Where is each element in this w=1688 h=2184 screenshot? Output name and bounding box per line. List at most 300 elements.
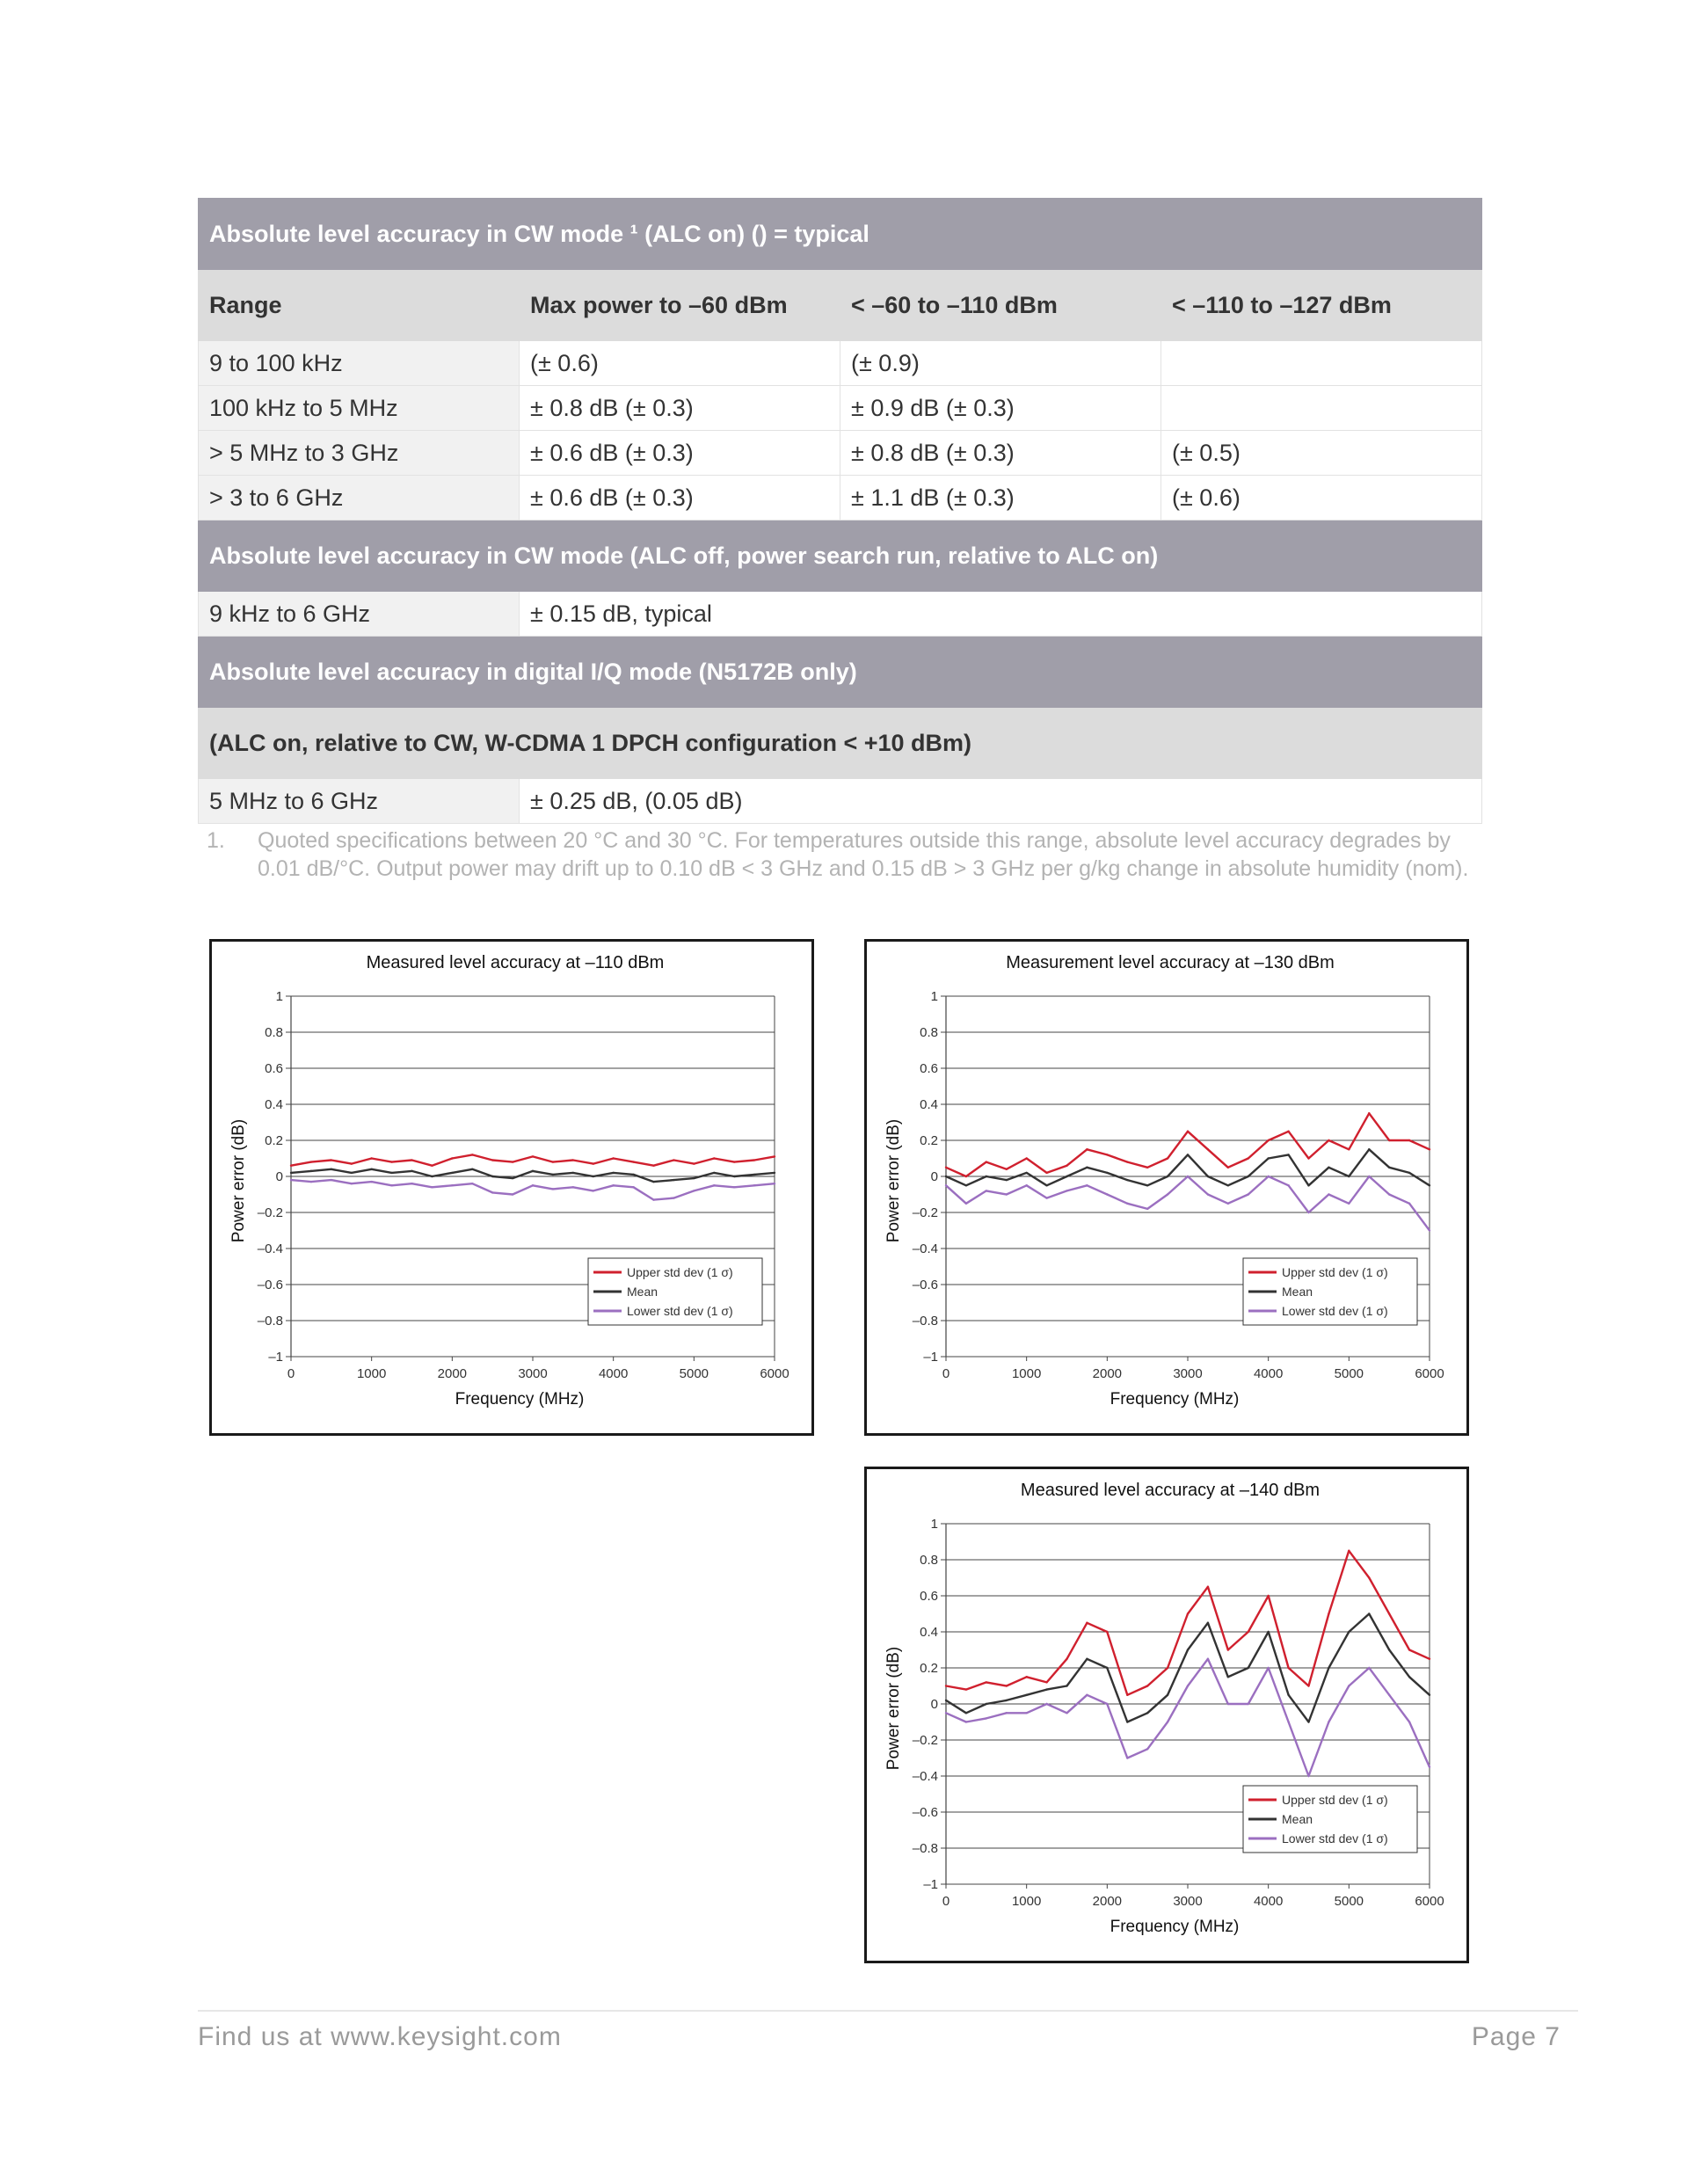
data-point <box>693 1177 695 1179</box>
data-point <box>552 1174 554 1176</box>
data-point <box>1167 1157 1168 1159</box>
x-tick-label: 4000 <box>598 1366 629 1381</box>
series-line-0 <box>946 1551 1430 1695</box>
y-tick-label: –0.2 <box>912 1733 938 1748</box>
table-cell: ± 0.25 dB, (0.05 dB) <box>520 779 1482 824</box>
data-point <box>1348 1685 1350 1686</box>
table-cell <box>1161 386 1482 431</box>
y-tick-label: –0.6 <box>257 1278 283 1292</box>
table-cell: ± 0.15 dB, typical <box>520 592 1482 637</box>
section-title: Absolute level accuracy in digital I/Q mode (N5172B only) <box>199 637 1482 708</box>
data-point <box>1187 1613 1189 1614</box>
data-point <box>1106 1631 1108 1633</box>
table-cell: (± 0.9) <box>840 341 1161 386</box>
x-tick-label: 1000 <box>1011 1894 1042 1909</box>
y-axis-label: Power error (dB) <box>884 1118 903 1243</box>
data-point <box>1126 1161 1128 1162</box>
data-point <box>1408 1721 1410 1722</box>
series-line-2 <box>291 1180 775 1200</box>
y-tick-label: 0.4 <box>920 1625 938 1640</box>
table-cell: ± 0.6 dB (± 0.3) <box>520 431 840 476</box>
data-point <box>1207 1176 1209 1177</box>
data-point <box>532 1170 534 1172</box>
data-point <box>1025 1712 1027 1714</box>
data-point <box>1126 1721 1128 1722</box>
y-tick-label: 0.8 <box>265 1025 283 1040</box>
data-point <box>431 1186 433 1188</box>
data-point <box>290 1165 292 1167</box>
y-tick-label: 1 <box>930 1517 938 1532</box>
data-point <box>1429 1229 1430 1231</box>
data-point <box>1167 1667 1168 1669</box>
data-point <box>532 1184 534 1186</box>
footnote <box>207 826 1490 883</box>
data-point <box>1106 1193 1108 1195</box>
data-point <box>1045 1688 1047 1690</box>
data-point <box>331 1168 332 1170</box>
y-tick-label: –0.4 <box>912 1769 938 1784</box>
data-point <box>945 1184 947 1186</box>
data-point <box>693 1162 695 1164</box>
data-point <box>552 1161 554 1162</box>
data-point <box>390 1161 392 1162</box>
data-point <box>965 1184 967 1186</box>
y-tick-label: 0 <box>930 1169 938 1184</box>
data-point <box>1267 1157 1269 1159</box>
x-tick-label: 6000 <box>1415 1894 1444 1909</box>
data-point <box>1328 1139 1329 1141</box>
y-tick-label: 0.2 <box>265 1133 283 1148</box>
data-point <box>1187 1649 1189 1650</box>
data-point <box>1388 1694 1390 1696</box>
data-point <box>945 1700 947 1701</box>
footer-website[interactable]: Find us at www.keysight.com <box>198 2022 562 2051</box>
data-point <box>431 1176 433 1177</box>
legend-label: Upper std dev (1 σ) <box>627 1265 733 1279</box>
chart-title: Measured level accuracy at –140 dBm <box>1020 1481 1321 1500</box>
data-point <box>1368 1148 1370 1150</box>
x-tick-label: 6000 <box>760 1366 789 1381</box>
data-point <box>1207 1193 1209 1195</box>
data-point <box>1227 1184 1229 1186</box>
y-tick-label: 0 <box>930 1697 938 1712</box>
data-point <box>1227 1203 1229 1205</box>
data-point <box>451 1184 453 1186</box>
data-point <box>986 1703 987 1705</box>
data-point <box>491 1176 493 1177</box>
y-tick-label: 1 <box>930 989 938 1004</box>
data-point <box>572 1159 574 1161</box>
chart-svg <box>212 942 811 1433</box>
data-point <box>572 1172 574 1174</box>
data-point <box>1066 1176 1067 1177</box>
data-point <box>1006 1712 1008 1714</box>
chart-svg <box>867 942 1466 1433</box>
data-point <box>1429 1184 1430 1186</box>
data-point <box>1408 1172 1410 1174</box>
data-point <box>1126 1757 1128 1758</box>
data-point <box>1307 1157 1309 1159</box>
legend-label: Lower std dev (1 σ) <box>1282 1831 1388 1845</box>
data-point <box>1287 1154 1289 1155</box>
y-tick-label: –1 <box>923 1350 938 1365</box>
data-point <box>965 1203 967 1205</box>
data-point <box>1408 1676 1410 1678</box>
y-tick-label: 0.6 <box>920 1061 938 1076</box>
y-tick-label: 0.6 <box>265 1061 283 1076</box>
data-point <box>774 1172 775 1174</box>
x-axis-label: Frequency (MHz) <box>1110 1390 1240 1409</box>
legend-label: Lower std dev (1 σ) <box>1282 1304 1388 1318</box>
section-header <box>199 521 1482 592</box>
data-point <box>1025 1184 1027 1186</box>
table-cell: ± 0.8 dB (± 0.3) <box>840 431 1161 476</box>
data-point <box>753 1174 755 1176</box>
data-point <box>1045 1703 1047 1705</box>
data-point <box>370 1157 372 1159</box>
chart-140dbm <box>864 1467 1469 1963</box>
data-point <box>1429 1766 1430 1768</box>
data-point <box>471 1168 473 1170</box>
data-point <box>1328 1667 1329 1669</box>
data-point <box>652 1198 654 1200</box>
data-point <box>713 1184 715 1186</box>
data-point <box>331 1179 332 1181</box>
data-point <box>1006 1179 1008 1181</box>
y-tick-label: 0.4 <box>265 1097 283 1112</box>
data-point <box>1187 1131 1189 1132</box>
data-point <box>1006 1700 1008 1701</box>
data-point <box>471 1183 473 1184</box>
data-point <box>1348 1203 1350 1205</box>
y-tick-label: 0.2 <box>920 1661 938 1676</box>
data-point <box>512 1193 513 1195</box>
data-point <box>1227 1649 1229 1650</box>
table-row <box>199 592 1482 637</box>
data-point <box>1287 1694 1289 1696</box>
table-row <box>199 341 1482 386</box>
data-point <box>1307 1775 1309 1777</box>
legend-label: Upper std dev (1 σ) <box>1282 1265 1388 1279</box>
data-point <box>1287 1667 1289 1669</box>
data-point <box>1328 1167 1329 1168</box>
x-tick-label: 1000 <box>1011 1366 1042 1381</box>
y-axis-label: Power error (dB) <box>229 1118 248 1243</box>
data-point <box>733 1186 735 1188</box>
legend-label: Mean <box>1282 1812 1313 1826</box>
data-point <box>1429 1658 1430 1660</box>
data-point <box>673 1197 674 1198</box>
data-point <box>1267 1139 1269 1141</box>
data-point <box>1248 1667 1249 1669</box>
data-point <box>1388 1193 1390 1195</box>
data-point <box>1066 1712 1067 1714</box>
data-point <box>1248 1631 1249 1633</box>
column-header: < –110 to –127 dBm <box>1161 270 1482 341</box>
data-point <box>713 1172 715 1174</box>
data-point <box>351 1172 353 1174</box>
column-header: Max power to –60 dBm <box>520 270 840 341</box>
y-tick-label: –0.4 <box>912 1241 938 1256</box>
x-tick-label: 2000 <box>1092 1894 1123 1909</box>
data-point <box>733 1176 735 1177</box>
data-point <box>1287 1184 1289 1186</box>
x-tick-label: 5000 <box>1334 1894 1364 1909</box>
y-tick-label: 0.6 <box>920 1589 938 1604</box>
y-tick-label: –0.8 <box>912 1314 938 1329</box>
data-point <box>1348 1550 1350 1552</box>
column-header: Range <box>199 270 520 341</box>
y-axis-label: Power error (dB) <box>884 1646 903 1771</box>
data-point <box>1388 1139 1390 1141</box>
data-point <box>593 1162 594 1164</box>
data-point <box>1045 1681 1047 1683</box>
data-point <box>673 1179 674 1181</box>
data-point <box>1429 1694 1430 1696</box>
data-point <box>1106 1703 1108 1705</box>
data-point <box>1126 1179 1128 1181</box>
data-point <box>1388 1613 1390 1614</box>
y-tick-label: –0.8 <box>257 1314 283 1329</box>
data-point <box>512 1161 513 1162</box>
x-axis-label: Frequency (MHz) <box>1110 1918 1240 1936</box>
y-tick-label: –0.8 <box>912 1841 938 1856</box>
data-point <box>1307 1212 1309 1213</box>
data-point <box>1146 1685 1148 1686</box>
section-header <box>199 637 1482 708</box>
chart-svg <box>867 1469 1466 1961</box>
x-tick-label: 0 <box>942 1366 950 1381</box>
data-point <box>713 1157 715 1159</box>
data-point <box>572 1186 574 1188</box>
data-point <box>1006 1168 1008 1170</box>
data-point <box>370 1181 372 1183</box>
table-cell: 5 MHz to 6 GHz <box>199 779 520 824</box>
data-point <box>431 1165 433 1167</box>
y-tick-label: 0.4 <box>920 1097 938 1112</box>
data-point <box>1025 1676 1027 1678</box>
data-point <box>945 1176 947 1177</box>
data-point <box>673 1159 674 1161</box>
y-tick-label: 0 <box>275 1169 283 1184</box>
data-point <box>1207 1622 1209 1624</box>
table-cell: (± 0.5) <box>1161 431 1482 476</box>
data-point <box>753 1159 755 1161</box>
y-tick-label: 0.2 <box>920 1133 938 1148</box>
y-tick-label: 0.8 <box>920 1553 938 1568</box>
legend-label: Mean <box>627 1285 658 1299</box>
table-row <box>199 476 1482 521</box>
table-cell: ± 1.1 dB (± 0.3) <box>840 476 1161 521</box>
data-point <box>1086 1148 1088 1150</box>
data-point <box>1328 1721 1329 1722</box>
data-point <box>390 1184 392 1186</box>
data-point <box>1368 1576 1370 1578</box>
data-point <box>652 1181 654 1183</box>
data-point <box>1267 1667 1269 1669</box>
data-point <box>945 1712 947 1714</box>
data-point <box>632 1161 634 1162</box>
data-point <box>1388 1649 1390 1650</box>
data-point <box>552 1188 554 1190</box>
table-cell: > 3 to 6 GHz <box>199 476 520 521</box>
x-tick-label: 2000 <box>437 1366 468 1381</box>
footer-divider <box>198 2010 1578 2012</box>
x-tick-label: 6000 <box>1415 1366 1444 1381</box>
data-point <box>331 1159 332 1161</box>
data-point <box>1307 1721 1309 1722</box>
data-point <box>1248 1193 1249 1195</box>
data-point <box>1388 1167 1390 1168</box>
data-point <box>1267 1176 1269 1177</box>
data-point <box>1086 1658 1088 1660</box>
data-point <box>1207 1148 1209 1150</box>
data-point <box>1368 1176 1370 1177</box>
data-point <box>986 1161 987 1162</box>
data-point <box>632 1186 634 1188</box>
data-point <box>310 1161 312 1162</box>
subsection-title: (ALC on, relative to CW, W-CDMA 1 DPCH configuration < +10 dBm) <box>199 708 1482 779</box>
data-point <box>1167 1694 1168 1696</box>
data-point <box>310 1170 312 1172</box>
data-point <box>1307 1184 1309 1186</box>
data-point <box>290 1172 292 1174</box>
table-cell: 100 kHz to 5 MHz <box>199 386 520 431</box>
chart-110dbm <box>209 939 814 1436</box>
data-point <box>965 1712 967 1714</box>
data-point <box>390 1172 392 1174</box>
chart-title: Measured level accuracy at –110 dBm <box>366 953 665 972</box>
data-point <box>1167 1193 1168 1195</box>
column-header: < –60 to –110 dBm <box>840 270 1161 341</box>
table-cell: 9 kHz to 6 GHz <box>199 592 520 637</box>
data-point <box>1146 1748 1148 1750</box>
data-point <box>965 1176 967 1177</box>
data-point <box>612 1172 614 1174</box>
x-tick-label: 0 <box>287 1366 295 1381</box>
table-row <box>199 431 1482 476</box>
data-point <box>1267 1631 1269 1633</box>
x-tick-label: 3000 <box>518 1366 548 1381</box>
data-point <box>1227 1703 1229 1705</box>
data-point <box>1086 1184 1088 1186</box>
spec-table <box>198 198 1482 824</box>
data-point <box>1146 1167 1148 1168</box>
data-point <box>612 1157 614 1159</box>
chart-130dbm <box>864 939 1469 1436</box>
data-point <box>1187 1154 1189 1155</box>
data-point <box>351 1183 353 1184</box>
data-point <box>1287 1721 1289 1722</box>
data-point <box>1408 1203 1410 1205</box>
data-point <box>774 1183 775 1184</box>
data-point <box>512 1177 513 1179</box>
data-point <box>451 1172 453 1174</box>
data-point <box>1066 1685 1067 1686</box>
section-title: Absolute level accuracy in CW mode (ALC off, power search run, relative to ALC on) <box>199 521 1482 592</box>
footnote-number: 1. <box>207 828 225 853</box>
data-point <box>1348 1631 1350 1633</box>
data-point <box>774 1155 775 1157</box>
data-point <box>491 1191 493 1193</box>
y-tick-label: –1 <box>923 1877 938 1892</box>
table-cell: (± 0.6) <box>520 341 840 386</box>
data-point <box>1045 1172 1047 1174</box>
data-point <box>986 1717 987 1719</box>
y-tick-label: –1 <box>268 1350 283 1365</box>
data-point <box>1126 1694 1128 1696</box>
table-cell: > 5 MHz to 3 GHz <box>199 431 520 476</box>
data-point <box>1086 1167 1088 1168</box>
section-title: Absolute level accuracy in CW mode ¹ (ALC on) () = typical <box>199 199 1482 270</box>
table-cell: (± 0.6) <box>1161 476 1482 521</box>
data-point <box>1066 1190 1067 1191</box>
y-tick-label: 0.8 <box>920 1025 938 1040</box>
data-point <box>945 1685 947 1686</box>
x-axis-label: Frequency (MHz) <box>455 1390 585 1409</box>
data-point <box>1207 1658 1209 1660</box>
page-number: Page 7 <box>1471 2022 1561 2051</box>
data-point <box>1066 1658 1067 1660</box>
column-header-row <box>199 270 1482 341</box>
data-point <box>351 1162 353 1164</box>
legend-label: Lower std dev (1 σ) <box>627 1304 733 1318</box>
table-cell <box>1161 341 1482 386</box>
footnote-text: Quoted specifications between 20 °C and 30 °C. For temperatures outside this range, absolute level accuracy degrades by 0.01 dB/°C. Output power may drift up to 0.10 dB < 3 GHz and 0.15 dB > 3 GHz per g/kg change in absolute humidity (nom). <box>258 828 1469 881</box>
x-tick-label: 3000 <box>1173 1894 1203 1909</box>
y-tick-label: –0.6 <box>912 1805 938 1820</box>
x-tick-label: 3000 <box>1173 1366 1203 1381</box>
data-point <box>1187 1176 1189 1177</box>
data-point <box>652 1165 654 1167</box>
y-tick-label: –0.6 <box>912 1278 938 1292</box>
data-point <box>612 1184 614 1186</box>
data-point <box>965 1688 967 1690</box>
series-line-2 <box>946 1659 1430 1776</box>
data-point <box>1025 1157 1027 1159</box>
data-point <box>986 1190 987 1191</box>
data-point <box>1025 1172 1027 1174</box>
data-point <box>491 1159 493 1161</box>
data-point <box>1045 1184 1047 1186</box>
x-tick-label: 5000 <box>1334 1366 1364 1381</box>
data-point <box>1025 1694 1027 1696</box>
data-point <box>693 1190 695 1191</box>
data-point <box>1227 1676 1229 1678</box>
data-point <box>1086 1622 1088 1624</box>
x-tick-label: 0 <box>942 1894 950 1909</box>
data-point <box>1307 1685 1309 1686</box>
x-tick-label: 5000 <box>679 1366 709 1381</box>
data-point <box>1167 1176 1168 1177</box>
data-point <box>1267 1595 1269 1597</box>
series-line-2 <box>946 1176 1430 1231</box>
data-point <box>1006 1193 1008 1195</box>
data-point <box>945 1167 947 1168</box>
table-cell: ± 0.8 dB (± 0.3) <box>520 386 840 431</box>
data-point <box>1248 1176 1249 1177</box>
y-tick-label: 1 <box>275 989 283 1004</box>
data-point <box>411 1159 412 1161</box>
data-point <box>1106 1154 1108 1155</box>
data-point <box>1429 1148 1430 1150</box>
y-tick-label: –0.4 <box>257 1241 283 1256</box>
y-tick-label: –0.2 <box>912 1205 938 1220</box>
data-point <box>1227 1167 1229 1168</box>
data-point <box>1348 1176 1350 1177</box>
legend-label: Upper std dev (1 σ) <box>1282 1793 1388 1807</box>
data-point <box>986 1681 987 1683</box>
